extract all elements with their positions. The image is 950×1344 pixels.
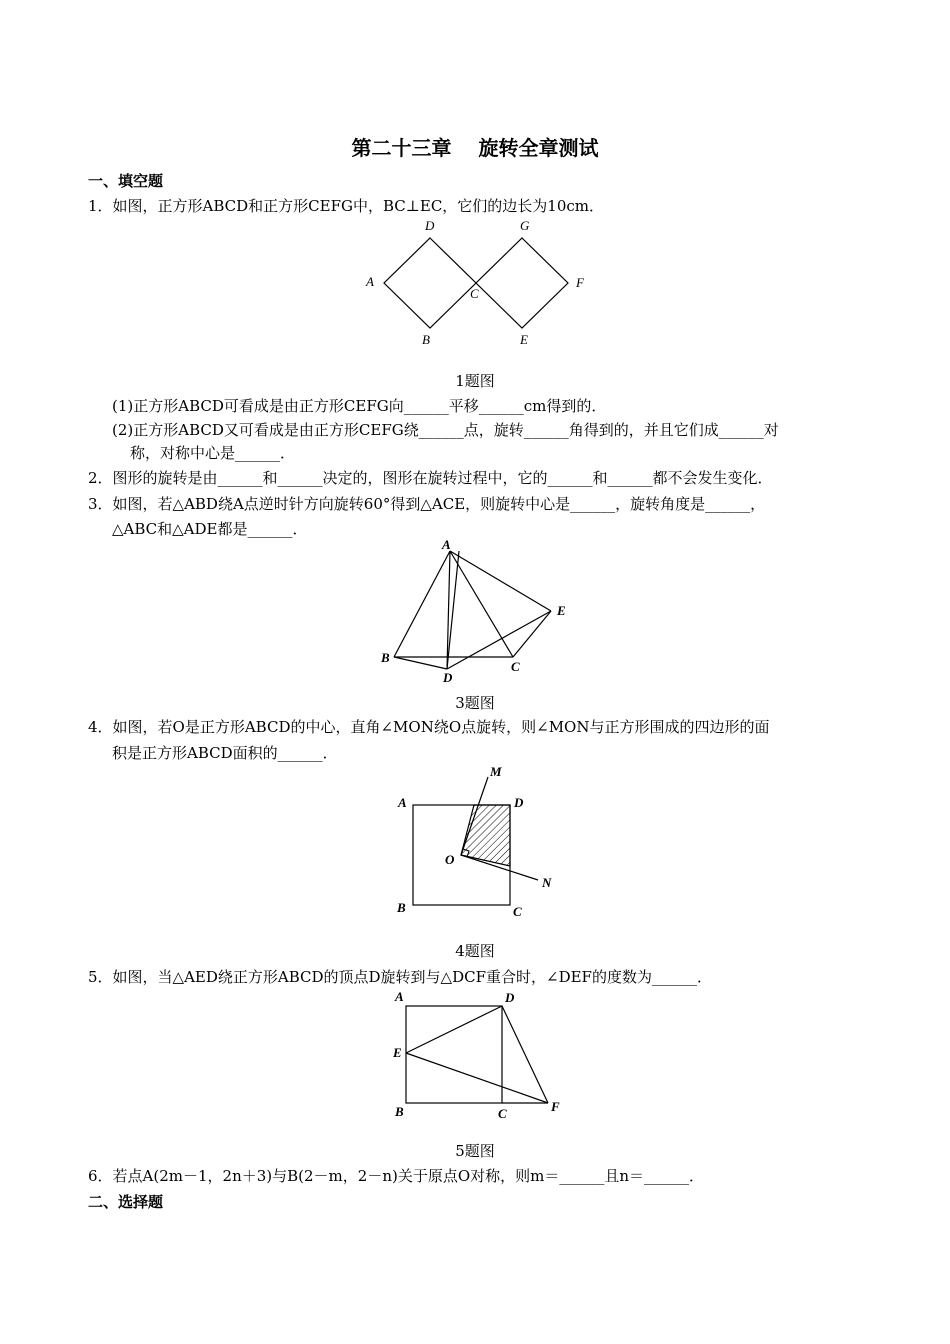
section-heading-fill-blank: 一、填空题 <box>88 172 164 190</box>
figure-1-caption: 1题图 <box>455 372 495 390</box>
question-3-cont: △ABC和△ADE都是______． <box>112 520 308 538</box>
fig1-label-G: G <box>520 218 530 233</box>
question-2: 2．图形的旋转是由______和______决定的，图形在旋转过程中，它的______和______都不会发生变化． <box>88 469 773 487</box>
fig5-label-B: B <box>395 1104 404 1119</box>
question-6: 6．若点A(2m－1，2n＋3)与B(2－m，2－n)关于原点O对称，则m＝______且n＝______． <box>88 1167 705 1185</box>
fig4-label-D: D <box>514 795 524 810</box>
fig4-label-N: N <box>542 875 552 890</box>
question-5: 5．如图，当△AED绕正方形ABCD的顶点D旋转到与△DCF重合时，∠DEF的度数为______． <box>88 968 712 986</box>
fig1-label-C: C <box>470 286 479 301</box>
fig4-label-M: M <box>490 764 502 779</box>
question-4: 4．如图，若O是正方形ABCD的中心，直角∠MON绕O点旋转，则∠MON与正方形围成的四边形的面 <box>88 718 770 736</box>
fig1-label-D: D <box>425 218 435 233</box>
fig5-label-C: C <box>498 1106 507 1121</box>
fig1-label-E: E <box>520 332 528 347</box>
question-4-cont: 积是正方形ABCD面积的______． <box>112 744 338 762</box>
fig4-label-O: O <box>445 852 455 867</box>
question-1-part-2-cont: 称，对称中心是______． <box>130 444 296 462</box>
fig3-label-C: C <box>511 659 520 674</box>
fig5-label-E: E <box>393 1045 402 1060</box>
fig5-label-F: F <box>551 1099 560 1114</box>
fig4-label-B: B <box>397 900 406 915</box>
figure-3-triangles <box>375 535 575 685</box>
fig1-label-B: B <box>422 332 430 347</box>
page-title: 第二十三章 旋转全章测试 <box>351 136 599 160</box>
fig3-label-E: E <box>557 603 566 618</box>
question-1: 1．如图，正方形ABCD和正方形CEFG中，BC⊥EC，它们的边长为10cm． <box>88 197 605 215</box>
fig5-label-A: A <box>395 989 404 1004</box>
fig3-label-A: A <box>442 537 451 552</box>
fig3-label-B: B <box>381 650 390 665</box>
fig1-label-A: A <box>366 274 374 289</box>
figure-4-square-angle <box>390 760 565 920</box>
section-heading-multiple-choice: 二、选择题 <box>88 1193 164 1211</box>
question-3: 3．如图，若△ABD绕A点逆时针方向旋转60°得到△ACE，则旋转中心是______，旋转角度是______， <box>88 495 766 513</box>
fig4-label-A: A <box>398 795 407 810</box>
question-1-part-1: (1)正方形ABCD可看成是由正方形CEFG向______平移______cm得到的． <box>112 397 607 415</box>
figure-5-square-rotation <box>390 985 570 1125</box>
figure-5-caption: 5题图 <box>455 1142 495 1160</box>
fig4-label-C: C <box>513 904 522 919</box>
fig3-label-D: D <box>443 670 453 685</box>
fig5-label-D: D <box>505 990 515 1005</box>
fig1-label-F: F <box>576 275 584 290</box>
figure-4-caption: 4题图 <box>455 942 495 960</box>
figure-3-caption: 3题图 <box>455 694 495 712</box>
figure-1-squares <box>360 215 590 350</box>
question-1-part-2: (2)正方形ABCD又可看成是由正方形CEFG绕______点，旋转______角得到的，并且它们成______对 <box>112 421 779 439</box>
